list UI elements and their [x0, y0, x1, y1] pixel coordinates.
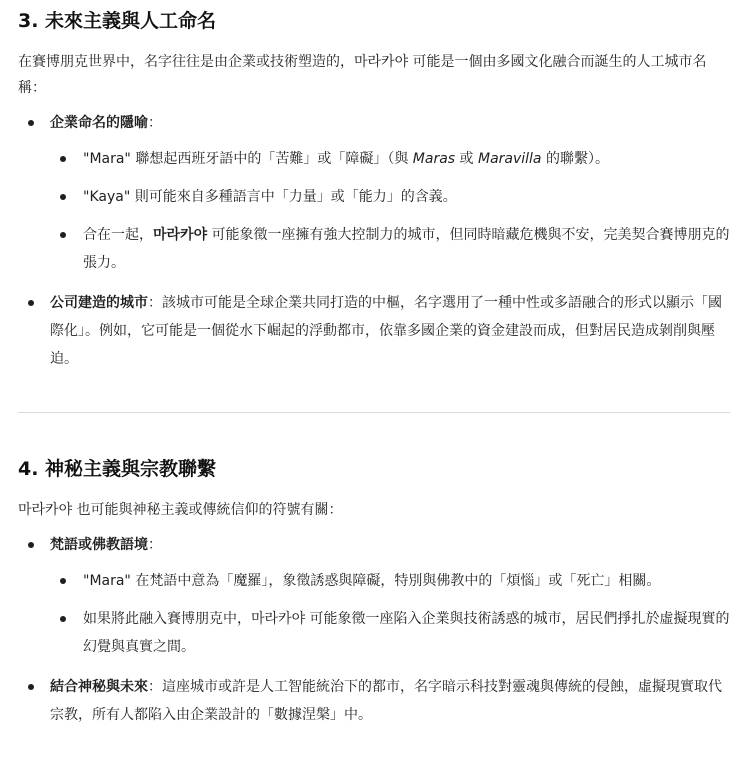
- text-fragment: 如果將此融入賽博朋克中，마라카야 可能象徵一座陷入企業與技術誘惑的城市，居民們掙扎於虛擬現實的幻覺與真實之間。: [83, 611, 730, 655]
- sub-list-item: [50, 145, 730, 173]
- text-fragment: 或: [455, 151, 478, 167]
- sub-bullet-list: [50, 145, 730, 277]
- section-title: 3. 未來主義與人工命名: [18, 10, 217, 32]
- text-fragment: "Kaya" 則可能來自多種語言中「力量」或「能力」的含義。: [83, 189, 457, 205]
- text-fragment: 可能象徵一座擁有強大控制力的城市，但同時暗藏危機與不安，完美契合賽博朋克的張力。: [83, 227, 730, 271]
- italic-term: Maravilla: [477, 151, 542, 167]
- item-suffix: ：: [148, 115, 162, 131]
- sub-list-item: [50, 183, 730, 211]
- bullet-list: [18, 531, 730, 729]
- bold-term: 마라카야: [153, 227, 208, 243]
- text-fragment: "Mara" 在梵語中意為「魔羅」，象徵誘惑與障礙，特別與佛教中的「煩惱」或「死亡」相關。: [83, 573, 661, 589]
- section-mysticism-religion: [18, 456, 730, 741]
- section-intro: 마라카야 也可能與神秘主義或傳統信仰的符號有關：: [18, 502, 343, 518]
- italic-term: Maras: [412, 151, 456, 167]
- list-item-corporate-city: [18, 289, 730, 373]
- text-fragment: 的聯繫）。: [541, 151, 609, 167]
- list-item-mysticism-future: [18, 673, 730, 729]
- sub-list-item: [50, 567, 730, 595]
- sub-list-item: [50, 605, 730, 661]
- item-suffix: ：: [148, 537, 162, 553]
- item-label: 公司建造的城市: [50, 295, 148, 311]
- list-item-sanskrit-buddhism: [18, 531, 730, 661]
- bullet-list: [18, 109, 730, 373]
- sub-bullet-list: [50, 567, 730, 661]
- item-text: ：這座城市或許是人工智能統治下的都市，名字暗示科技對靈魂與傳統的侵蝕，虛擬現實取代宗教，所有人都陷入由企業設計的「數據涅槃」中。: [50, 679, 722, 723]
- item-label: 結合神秘與未來: [50, 679, 148, 695]
- section-futurism-naming: [18, 8, 730, 385]
- section-divider: [18, 412, 730, 413]
- item-label: 梵語或佛教語境: [50, 537, 148, 553]
- list-item-corporate-naming: [18, 109, 730, 277]
- text-fragment: "Mara" 聯想起西班牙語中的「苦難」或「障礙」（與: [83, 151, 413, 167]
- section-title: 4. 神秘主義與宗教聯繫: [18, 458, 217, 480]
- item-text: ：該城市可能是全球企業共同打造的中樞，名字選用了一種中性或多語融合的形式以顯示「國際化」。例如，它可能是一個從水下崛起的浮動都市，依靠多國企業的資金建設而成，但對居民造成剝削與壓迫。: [50, 295, 722, 367]
- sub-list-item: [50, 221, 730, 277]
- text-fragment: 合在一起，: [83, 227, 153, 243]
- item-label: 企業命名的隱喻: [50, 115, 148, 131]
- section-intro: 在賽博朋克世界中，名字往往是由企業或技術塑造的，마라카야 可能是一個由多國文化融合而誕生的人工城市名稱：: [18, 54, 707, 96]
